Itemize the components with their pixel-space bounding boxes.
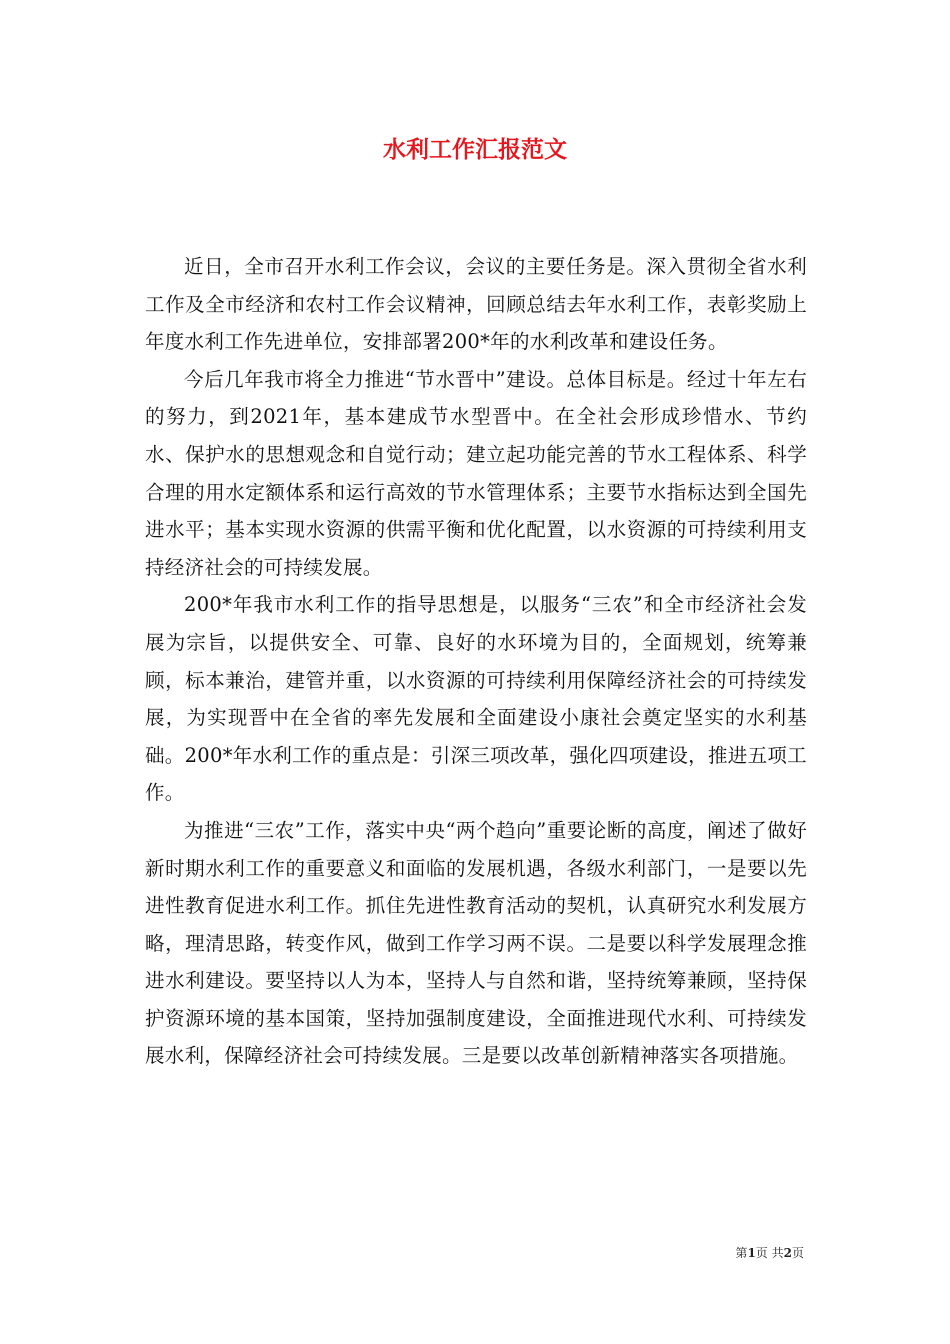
footer-middle: 页 共 [755, 1246, 784, 1260]
paragraph-4: 为推进“三农”工作，落实中央“两个趋向”重要论断的高度，阐述了做好新时期水利工作的重要意义和面临的发展机遇，各级水利部门，一是要以先进性教育促进水利工作。抓住先进性教育活动的契机，认真研究水利发展方略，理清思路，转变作风，做到工作学习两不误。二是要以科学发展理念推进水利建设。要坚持以人为本，坚持人与自然和谐，坚持统筹兼顾，坚持保护资源环境的基本国策，坚持加强制度建设，全面推进现代水利、可持续发展水利，保障经济社会可持续发展。三是要以改革创新精神落实各项措施。 [145, 818, 807, 1068]
paragraph-3: 200*年我市水利工作的指导思想是，以服务“三农”和全市经济社会发展为宗旨，以提供安全、可靠、良好的水环境为目的，全面规划，统筹兼顾，标本兼治，建管并重，以水资源的可持续利用保障经济社会的可持续发展，为实现晋中在全省的率先发展和全面建设小康社会奠定坚实的水利基础。200*年水利工作的重点是：引深三项改革，强化四项建设，推进五项工作。 [145, 593, 807, 805]
paragraph-2: 今后几年我市将全力推进“节水晋中”建设。总体目标是。经过十年左右的努力，到2021年，基本建成节水型晋中。在全社会形成珍惜水、节约水、保护水的思想观念和自觉行动；建立起功能完善的节水工程体系、科学合理的用水定额体系和运行高效的节水管理体系；主要节水指标达到全国先进水平；基本实现水资源的供需平衡和优化配置，以水资源的可持续利用支持经济社会的可持续发展。 [145, 367, 807, 579]
current-page-number: 1 [747, 1246, 756, 1260]
footer-prefix: 第 [735, 1246, 748, 1260]
page-number-footer [735, 1244, 804, 1262]
paragraph-1: 近日，全市召开水利工作会议，会议的主要任务是。深入贯彻全省水利工作及全市经济和农村工作会议精神，回顾总结去年水利工作，表彰奖励上年度水利工作先进单位，安排部署200*年的水利改革和建设任务。 [145, 255, 807, 354]
total-pages-number: 2 [783, 1246, 792, 1260]
footer-suffix: 页 [791, 1246, 804, 1260]
document-body [145, 248, 807, 1075]
document-title: 水利工作汇报范文 [383, 136, 567, 163]
